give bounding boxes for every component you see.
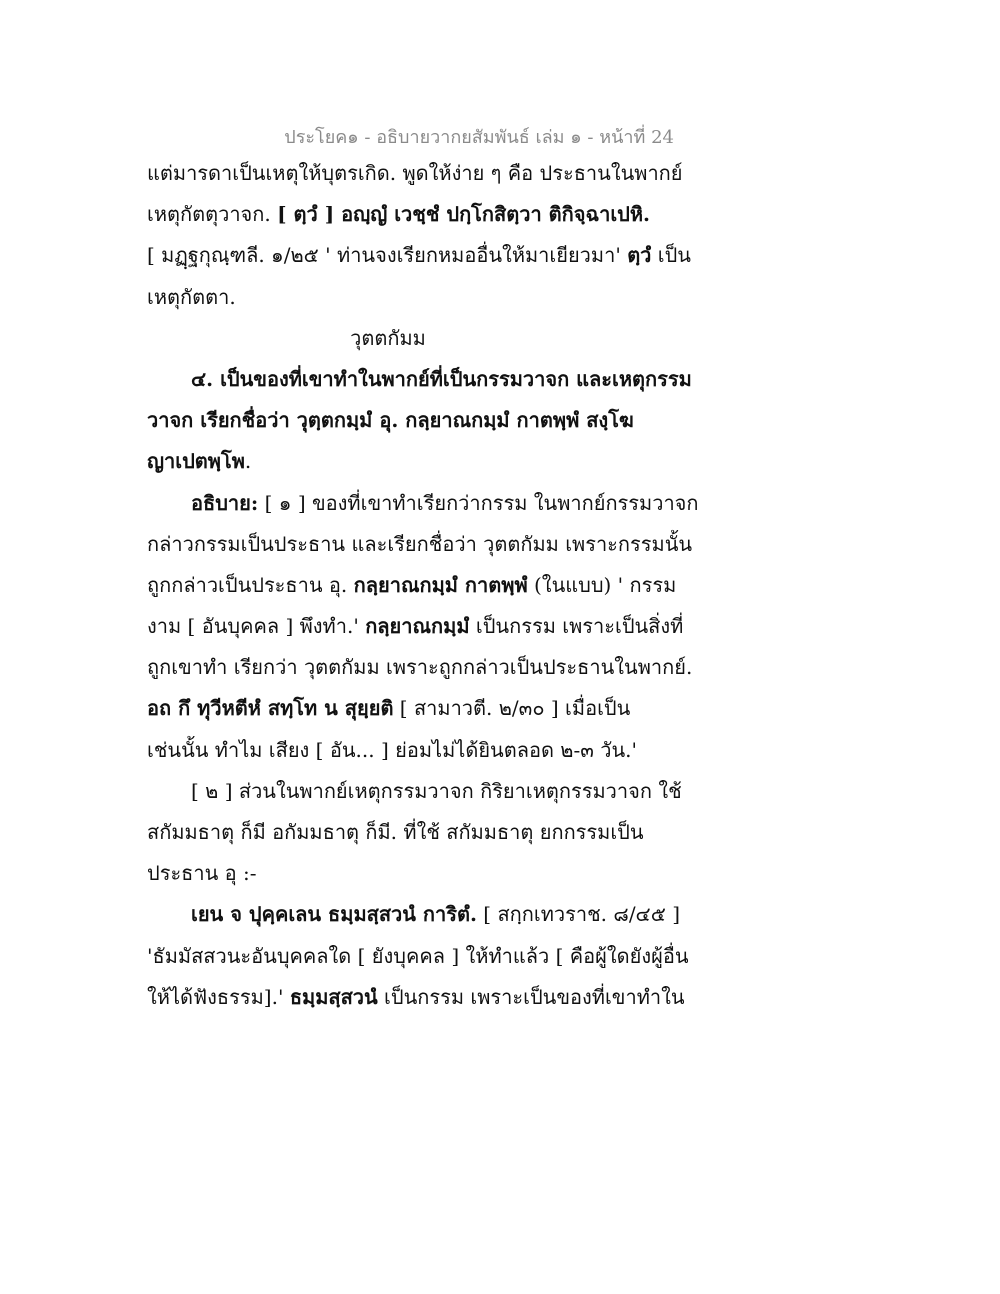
bold-segment: กลฺยาณกมฺมํ [365,614,470,639]
text-segment: ถูกกล่าวเป็นประธาน อุ. [147,572,354,597]
text-segment: ประธาน อุ :- [147,861,257,886]
bold-segment: ธมฺมสฺสวนํ [289,984,378,1009]
running-header: ประโยค๑ - อธิบายวากยสัมพันธ์ เล่ม ๑ - หน้าที่ 24 [284,127,674,148]
text-segment: วุตตกัมม [350,325,426,350]
text-line [147,565,677,606]
text-segment: เหตุกัตตา. [147,284,236,309]
text-segment: เป็น [651,243,691,268]
text-segment: กล่าวกรรมเป็นประธาน และเรียกชื่อว่า วุตตกัมม เพราะกรรมนั้น [147,531,693,556]
text-segment: ให้ได้ฟังธรรม].' [147,984,290,1009]
text-segment: [ มฏฺฐกุณฺฑลี. ๑/๒๕ ' ท่านจงเรียกหมออื่นให้มาเยียวมา' [147,243,628,268]
rule-heading [147,359,692,400]
text-line [147,730,669,771]
bold-segment: ๔. เป็นของที่เขาทำในพากย์ที่เป็นกรรมวาจก และเหตุกรรม [191,366,692,391]
section-heading [147,318,669,359]
text-segment: (ในแบบ) ' กรรม [527,572,677,597]
rule-heading [147,400,669,441]
text-line [147,812,669,853]
text-segment: เหตุกัตตุวาจก. [147,202,278,227]
text-segment: . [244,449,252,474]
text-line [147,936,689,977]
text-line [147,483,699,524]
bold-segment: กลฺยาณกมฺมํ กาตพฺพํ [353,572,528,597]
rule-heading [147,441,669,482]
text-line [147,194,669,235]
bold-segment: ตฺวํ [627,243,652,268]
text-line [147,606,684,647]
body-text [147,153,699,1018]
text-line [147,524,693,565]
text-segment: เป็นกรรม เพราะเป็นของที่เขาทำใน [377,984,685,1009]
text-line [147,853,669,894]
text-line [147,977,685,1018]
text-segment: เป็นกรรม เพราะเป็นสิ่งที่ [469,614,684,639]
text-line [147,688,669,729]
text-segment: [ ๒ ] ส่วนในพากย์เหตุกรรมวาจก กิริยาเหตุกรรมวาจก ใช้ [191,778,682,803]
text-segment: ถูกเขาทำ เรียกว่า วุตตกัมม เพราะถูกกล่าวเป็นประธานในพากย์. [147,655,693,680]
bold-segment: อธิบาย: [191,490,259,515]
text-segment: [ สามาวตี. ๒/๓๐ ] เมื่อเป็น [393,696,631,721]
text-segment: [ ๑ ] ของที่เขาทำเรียกว่ากรรม ในพากย์กรรมวาจก [258,490,699,515]
text-line [147,894,680,935]
text-line [147,235,691,276]
text-segment: 'ธัมมัสสวนะอันบุคคลใด [ ยังบุคคล ] ให้ทำแล้ว [ คือผู้ใดยังผู้อื่น [147,943,689,968]
text-segment: สกัมมธาตุ ก็มี อกัมมธาตุ ก็มี. ที่ใช้ สกัมมธาตุ ยกกรรมเป็น [147,820,644,844]
text-segment: [ สกฺกเทวราช. ๘/๔๕ ] [476,902,680,927]
text-line [147,647,693,688]
bold-segment: เยน จ ปุคฺคเลน ธมฺมสฺสวนํ การิตํ. [191,902,477,927]
bold-segment: [ ตฺวํ ] อญฺญํ เวชฺชํ ปกฺโกสิตฺวา ติกิจฺฉาเปหิ. [277,202,650,227]
text-line [147,771,682,812]
text-line [147,153,683,194]
bold-segment: อถ กึ ทุวีหตีหํ สทฺโท น สุยฺยติ [147,696,394,721]
text-segment: แต่มารดาเป็นเหตุให้บุตรเกิด. พูดให้ง่าย ๆ คือ ประธานในพากย์ [147,161,683,185]
text-segment: เช่นนั้น ทำไม เสียง [ อัน... ] ย่อมไม่ได้ยินตลอด ๒-๓ วัน.' [147,737,638,762]
text-line [147,277,669,318]
text-segment: งาม [ อันบุคคล ] พึงทำ.' [147,614,366,639]
bold-segment: วาจก เรียกชื่อว่า วุตฺตกมฺมํ อุ. กลฺยาณกมฺมํ กาตพฺพํ สงฺโฆ [147,408,634,433]
bold-segment: ญาเปตพฺโพ [147,449,245,474]
